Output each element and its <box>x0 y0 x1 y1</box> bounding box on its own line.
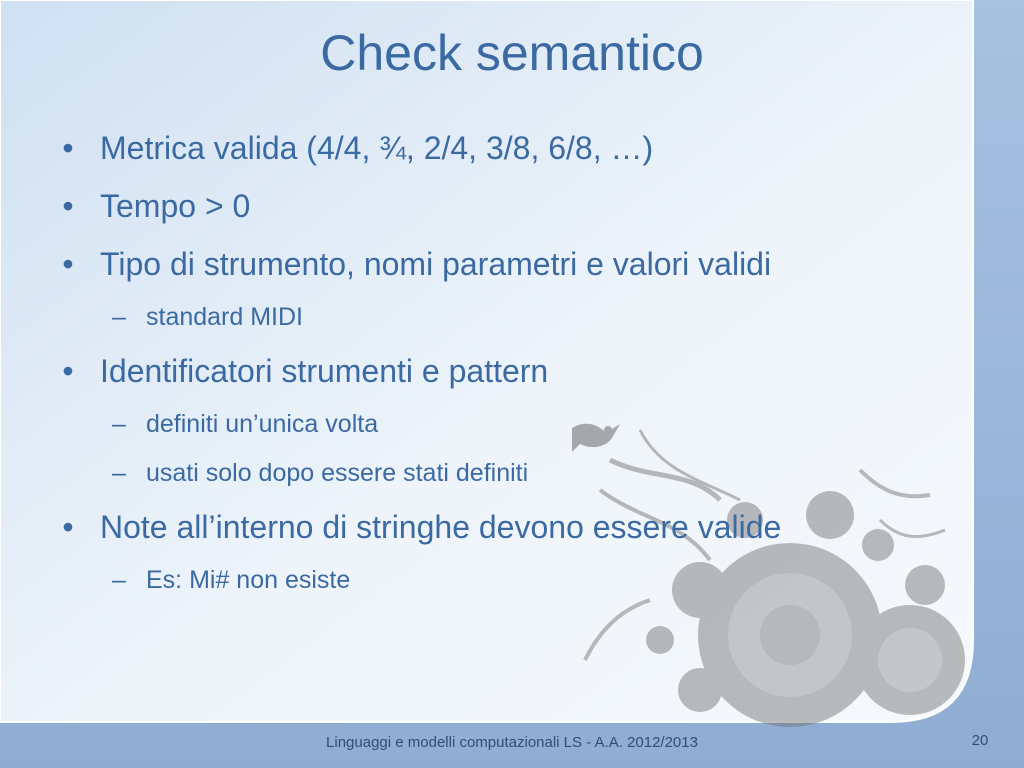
sub-bullet-item <box>58 298 938 336</box>
bullet-icon: • <box>62 509 74 545</box>
dash-icon: – <box>112 566 126 594</box>
bullet-item <box>58 347 938 395</box>
sub-bullet-text: definiti un’unica volta <box>146 410 379 438</box>
bullet-item <box>58 503 938 551</box>
slide-title: Check semantico <box>320 25 704 81</box>
bullet-icon: • <box>62 130 74 166</box>
sub-bullet-text: usati solo dopo essere stati definiti <box>146 459 529 487</box>
bullet-item <box>58 240 938 288</box>
sub-bullet-item <box>58 561 938 599</box>
bullet-icon: • <box>62 188 74 224</box>
page-number: 20 <box>971 732 989 749</box>
slide-footer: Linguaggi e modelli computazionali LS - A.A. 2012/2013 <box>326 734 698 751</box>
bullet-text: Metrica valida (4/4, ¾, 2/4, 3/8, 6/8, …) <box>100 130 654 166</box>
bullet-list <box>58 124 938 610</box>
bullet-text: Tempo > 0 <box>100 188 251 224</box>
bullet-text: Tipo di strumento, nomi parametri e valori validi <box>100 246 772 282</box>
dash-icon: – <box>112 303 126 331</box>
sub-bullet-item <box>58 454 938 492</box>
bullet-text: Identificatori strumenti e pattern <box>100 353 549 389</box>
bullet-text: Note all’interno di stringhe devono essere valide <box>100 509 782 545</box>
sub-bullet-item <box>58 405 938 443</box>
dash-icon: – <box>112 410 126 438</box>
bullet-item <box>58 182 938 230</box>
sub-bullet-text: Es: Mi# non esiste <box>146 566 351 594</box>
bullet-icon: • <box>62 246 74 282</box>
bullet-item <box>58 124 938 172</box>
sub-bullet-text: standard MIDI <box>146 303 304 331</box>
dash-icon: – <box>112 459 126 487</box>
bullet-icon: • <box>62 353 74 389</box>
